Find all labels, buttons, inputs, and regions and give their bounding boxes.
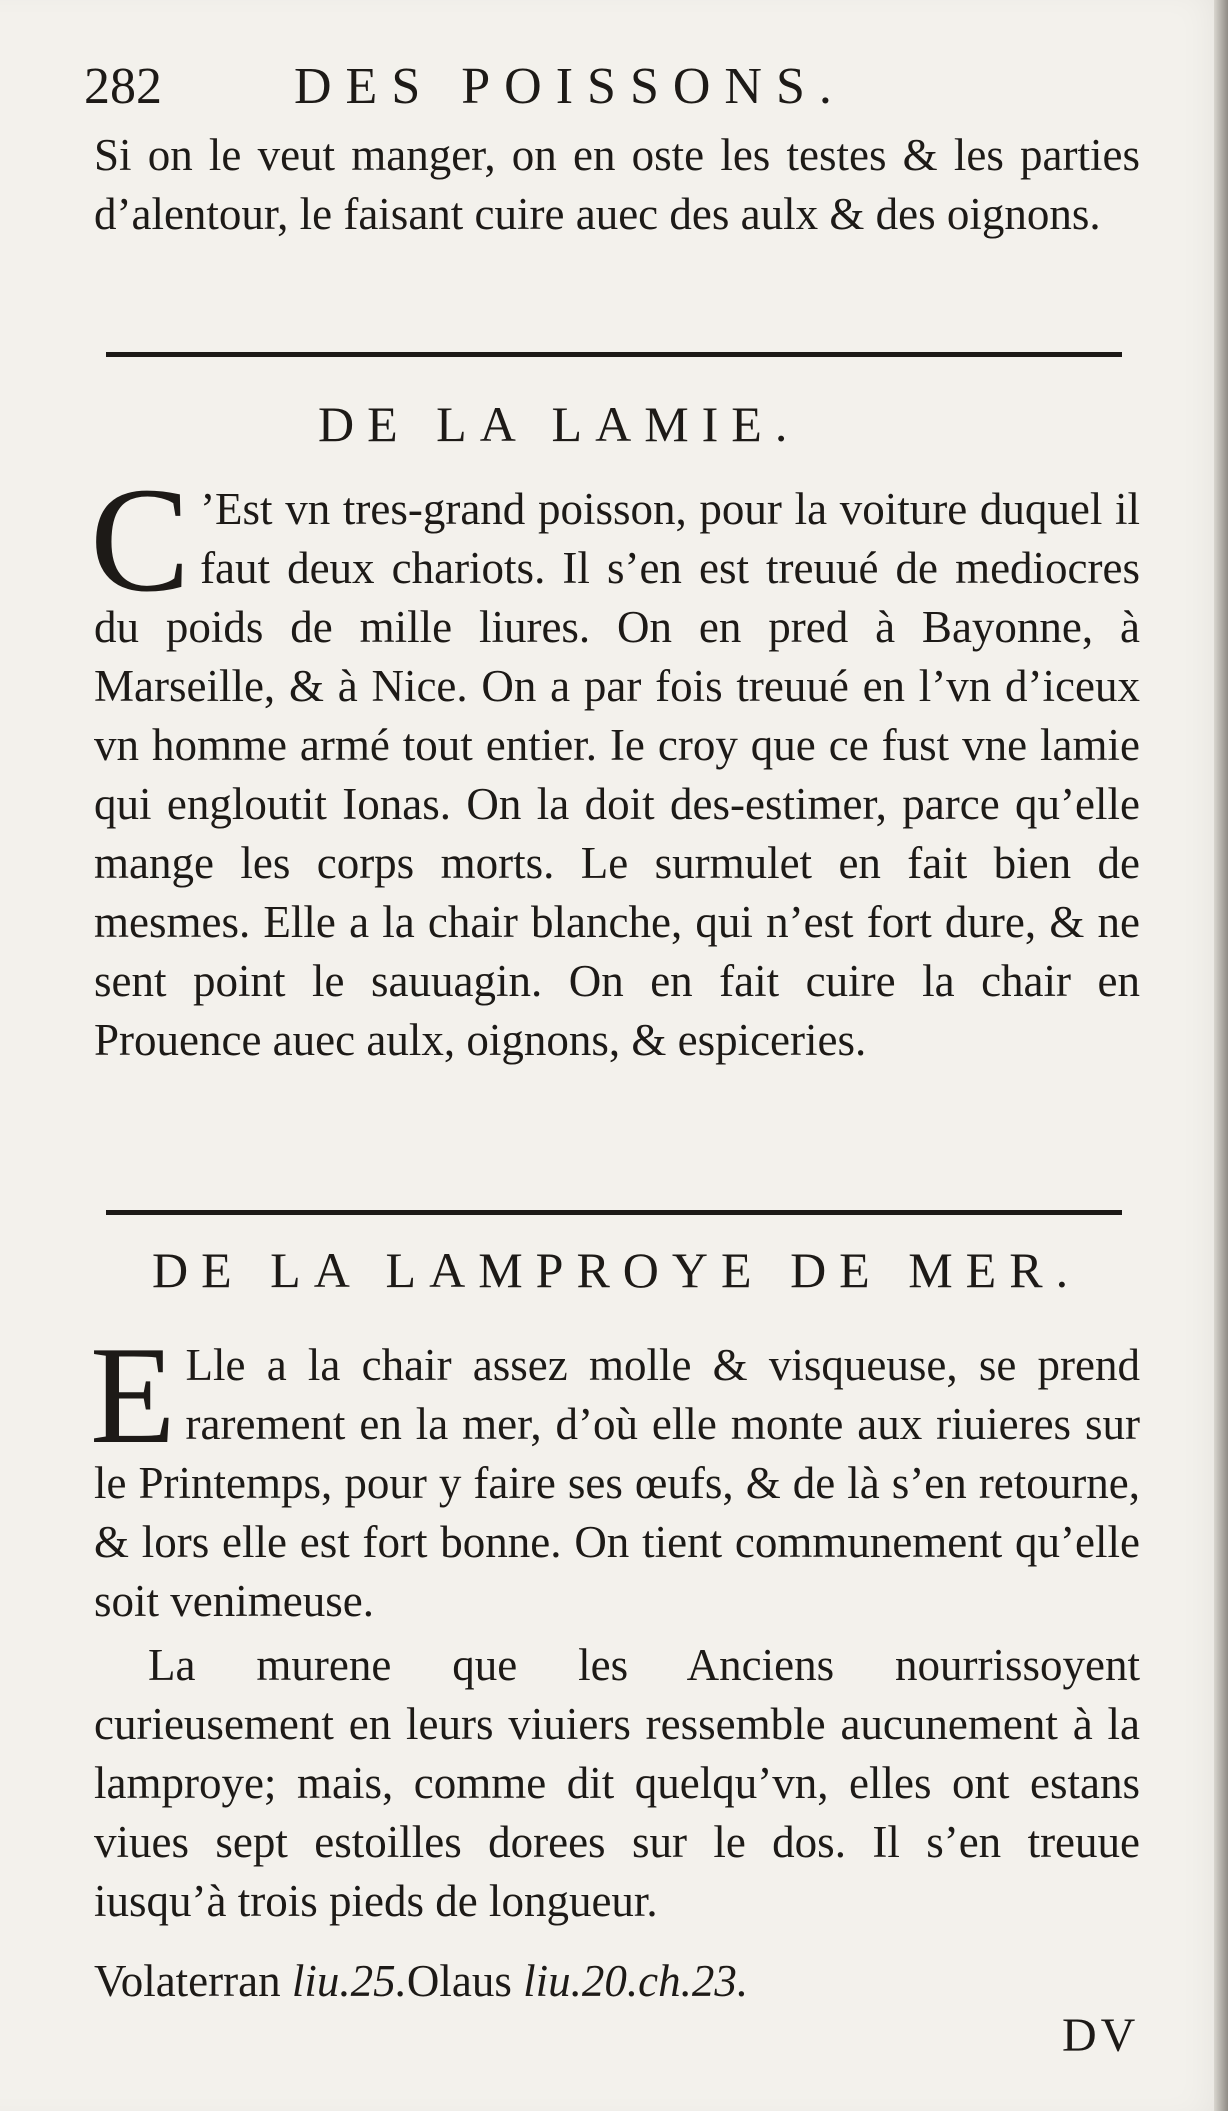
citation-author-2: Olaus [406, 1956, 512, 2006]
section-body-lamproye [90, 1318, 1140, 1631]
section-body-lamie-text: ’Est vn tres-grand poisson, pour la voiture duquel il faut deux chariots. Il s’en est treuué de mediocres du poids de mille liures. On en pred à Bayonne, à Marseille, & à Nice. On a par fois treuué en l’vn d’iceux vn homme armé tout entier. Ie croy que ce fust vne lamie qui engloutit Ionas. On la doit des-estimer, parce qu’elle mange les corps morts. Le surmulet en fait bien de mesmes. Elle a la chair blanche, qui n’est fort dure, & ne sent point le sauuagin. On en fait cuire la chair en Prouence auec aulx, oignons, & espiceries. [94, 484, 1140, 1065]
section-rule-2 [106, 1210, 1122, 1215]
drop-cap-e: E [90, 1318, 176, 1473]
intro-paragraph: Si on le veut manger, on en oste les testes & les parties d’alentour, le faisant cuire auec des aulx & des oignons. [94, 130, 1140, 239]
citation-line [94, 1952, 1140, 2011]
section-body-lamproye-text: Lle a la chair assez molle & visqueuse, se prend rarement en la mer, d’où elle monte aux riuieres sur le Printemps, pour y faire ses œufs, & de là s’en retourne, & lors elle est fort bonne. On tient communement qu’elle soit venimeuse. [94, 1340, 1140, 1626]
section-title-lamie: DE LA LAMIE. [318, 396, 801, 452]
citation-ref-1: liu.25. [291, 1956, 407, 2006]
page-number: 282 [84, 58, 162, 115]
section-body-lamie [90, 457, 1140, 1070]
running-head-title: DES POISSONS. [294, 58, 846, 115]
catchword: DV [1062, 2009, 1140, 2062]
murene-paragraph: La murene que les Anciens nourrissoyent curieusement en leurs viuiers ressemble aucunement à la lamproye; mais, comme dit quelqu’vn, elles ont estans viues sept estoilles dorees sur le dos. Il s’en treuue iusqu’à trois pieds de longueur. [94, 1640, 1140, 1926]
page-gutter-shadow [1214, 0, 1228, 2111]
citation-ref-2: liu.20.ch.23. [523, 1956, 749, 2006]
citation-author-1: Volaterran [94, 1956, 281, 2006]
drop-cap-c: C [90, 457, 191, 623]
section-title-lamproye: DE LA LAMPROYE DE MER. [152, 1242, 1082, 1298]
running-head [84, 52, 1134, 122]
section-rule-1 [106, 352, 1122, 357]
